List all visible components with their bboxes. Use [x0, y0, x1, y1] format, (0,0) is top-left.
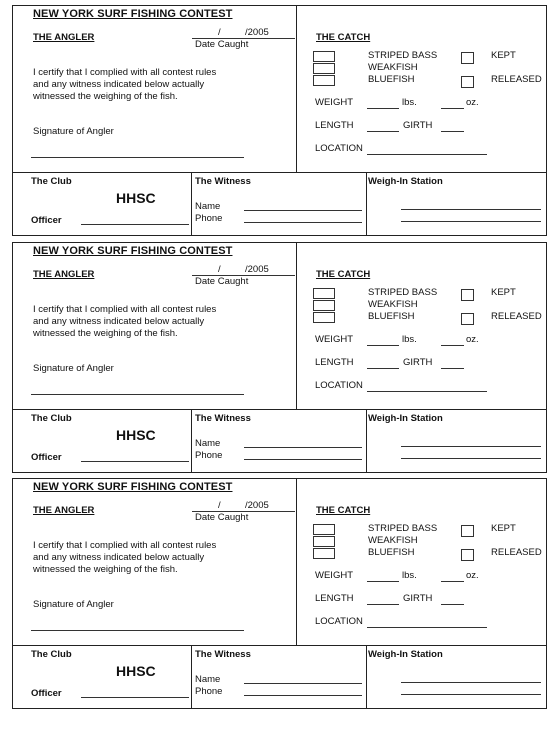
catch-header: THE CATCH: [316, 505, 371, 516]
date-caught-label: Date Caught: [195, 39, 249, 50]
bluefish-box[interactable]: [313, 75, 335, 86]
species-weakfish: WEAKFISH: [368, 299, 418, 310]
weigh-in-field-2[interactable]: [401, 694, 541, 695]
club-witness-divider: [191, 409, 192, 472]
lbs-label: lbs.: [402, 334, 417, 345]
club-witness-divider: [191, 645, 192, 708]
angler-catch-divider: [296, 243, 297, 409]
girth-field[interactable]: [441, 604, 464, 605]
weigh-in-field-1[interactable]: [401, 682, 541, 683]
date-slash: /: [218, 27, 221, 38]
weight-label: WEIGHT: [315, 334, 353, 345]
witness-name-label: Name: [195, 438, 221, 449]
officer-label: Officer: [31, 688, 62, 699]
weigh-in-field-2[interactable]: [401, 221, 541, 222]
weigh-in-field-1[interactable]: [401, 209, 541, 210]
club-header: The Club: [31, 649, 72, 660]
witness-header: The Witness: [195, 176, 251, 187]
witness-name-field[interactable]: [244, 447, 362, 448]
length-field[interactable]: [367, 604, 399, 605]
officer-field[interactable]: [81, 461, 189, 462]
catch-header: THE CATCH: [316, 32, 371, 43]
weight-oz-field[interactable]: [441, 345, 464, 346]
striped-bass-box[interactable]: [313, 51, 335, 62]
date-year: /2005: [245, 264, 269, 275]
signature-label: Signature of Angler: [33, 599, 114, 610]
signature-field[interactable]: [31, 630, 244, 631]
species-bluefish: BLUEFISH: [368, 547, 415, 558]
weigh-in-field-2[interactable]: [401, 458, 541, 459]
date-slash: /: [218, 500, 221, 511]
signature-field[interactable]: [31, 394, 244, 395]
certify-line-1: I certify that I complied with all contest rules: [33, 67, 217, 78]
signature-label: Signature of Angler: [33, 363, 114, 374]
weigh-in-header: Weigh-In Station: [368, 176, 443, 187]
length-field[interactable]: [367, 368, 399, 369]
kept-label: KEPT: [491, 50, 516, 61]
form-title: NEW YORK SURF FISHING CONTEST: [33, 481, 233, 493]
kept-label: KEPT: [491, 523, 516, 534]
oz-label: oz.: [466, 334, 479, 345]
date-caught-label: Date Caught: [195, 276, 249, 287]
club-name: HHSC: [116, 427, 156, 443]
form-title: NEW YORK SURF FISHING CONTEST: [33, 8, 233, 20]
released-checkbox[interactable]: [461, 76, 474, 88]
club-header: The Club: [31, 176, 72, 187]
length-field[interactable]: [367, 131, 399, 132]
striped-bass-box[interactable]: [313, 524, 335, 535]
released-label: RELEASED: [491, 311, 542, 322]
bluefish-box[interactable]: [313, 548, 335, 559]
angler-header: THE ANGLER: [33, 32, 95, 43]
location-field[interactable]: [367, 391, 487, 392]
kept-checkbox[interactable]: [461, 52, 474, 64]
angler-catch-divider: [296, 479, 297, 645]
section-divider: [13, 645, 546, 646]
girth-field[interactable]: [441, 131, 464, 132]
officer-field[interactable]: [81, 224, 189, 225]
species-striped-bass: STRIPED BASS: [368, 523, 438, 534]
certify-line-3: witnessed the weighing of the fish.: [33, 564, 178, 575]
certify-line-2: and any witness indicated below actually: [33, 552, 205, 563]
weakfish-box[interactable]: [313, 300, 335, 311]
signature-label: Signature of Angler: [33, 126, 114, 137]
witness-phone-label: Phone: [195, 686, 223, 697]
certify-line-3: witnessed the weighing of the fish.: [33, 328, 178, 339]
weight-lbs-field[interactable]: [367, 581, 399, 582]
club-name: HHSC: [116, 190, 156, 206]
weight-lbs-field[interactable]: [367, 345, 399, 346]
species-striped-bass: STRIPED BASS: [368, 287, 438, 298]
witness-name-field[interactable]: [244, 683, 362, 684]
location-label: LOCATION: [315, 616, 363, 627]
oz-label: oz.: [466, 97, 479, 108]
weight-oz-field[interactable]: [441, 581, 464, 582]
entry-form-card-2: [12, 242, 547, 473]
girth-label: GIRTH: [403, 120, 433, 131]
weight-lbs-field[interactable]: [367, 108, 399, 109]
weigh-in-header: Weigh-In Station: [368, 413, 443, 424]
section-divider: [13, 409, 546, 410]
species-weakfish: WEAKFISH: [368, 62, 418, 73]
kept-checkbox[interactable]: [461, 289, 474, 301]
certify-line-3: witnessed the weighing of the fish.: [33, 91, 178, 102]
certify-line-1: I certify that I complied with all contest rules: [33, 304, 217, 315]
weakfish-box[interactable]: [313, 536, 335, 547]
length-label: LENGTH: [315, 593, 354, 604]
certify-line-1: I certify that I complied with all contest rules: [33, 540, 217, 551]
date-caught-label: Date Caught: [195, 512, 249, 523]
weight-oz-field[interactable]: [441, 108, 464, 109]
section-divider: [13, 172, 546, 173]
angler-header: THE ANGLER: [33, 505, 95, 516]
weigh-in-header: Weigh-In Station: [368, 649, 443, 660]
officer-label: Officer: [31, 215, 62, 226]
weight-label: WEIGHT: [315, 97, 353, 108]
released-checkbox[interactable]: [461, 313, 474, 325]
club-name: HHSC: [116, 663, 156, 679]
officer-field[interactable]: [81, 697, 189, 698]
released-label: RELEASED: [491, 74, 542, 85]
witness-phone-field[interactable]: [244, 695, 362, 696]
witness-weighin-divider: [366, 172, 367, 235]
entry-form-card-1: [12, 5, 547, 236]
kept-label: KEPT: [491, 287, 516, 298]
bluefish-box[interactable]: [313, 312, 335, 323]
lbs-label: lbs.: [402, 97, 417, 108]
location-field[interactable]: [367, 154, 487, 155]
length-label: LENGTH: [315, 357, 354, 368]
weigh-in-field-1[interactable]: [401, 446, 541, 447]
signature-field[interactable]: [31, 157, 244, 158]
location-label: LOCATION: [315, 380, 363, 391]
girth-field[interactable]: [441, 368, 464, 369]
date-year: /2005: [245, 500, 269, 511]
witness-phone-label: Phone: [195, 450, 223, 461]
species-bluefish: BLUEFISH: [368, 311, 415, 322]
oz-label: oz.: [466, 570, 479, 581]
witness-header: The Witness: [195, 413, 251, 424]
released-label: RELEASED: [491, 547, 542, 558]
club-witness-divider: [191, 172, 192, 235]
length-label: LENGTH: [315, 120, 354, 131]
witness-name-label: Name: [195, 674, 221, 685]
catch-header: THE CATCH: [316, 269, 371, 280]
witness-name-label: Name: [195, 201, 221, 212]
date-year: /2005: [245, 27, 269, 38]
witness-phone-label: Phone: [195, 213, 223, 224]
angler-header: THE ANGLER: [33, 269, 95, 280]
location-field[interactable]: [367, 627, 487, 628]
species-bluefish: BLUEFISH: [368, 74, 415, 85]
certify-line-2: and any witness indicated below actually: [33, 79, 205, 90]
witness-phone-field[interactable]: [244, 459, 362, 460]
girth-label: GIRTH: [403, 357, 433, 368]
species-weakfish: WEAKFISH: [368, 535, 418, 546]
lbs-label: lbs.: [402, 570, 417, 581]
date-slash: /: [218, 264, 221, 275]
angler-catch-divider: [296, 6, 297, 172]
striped-bass-box[interactable]: [313, 288, 335, 299]
witness-weighin-divider: [366, 645, 367, 708]
officer-label: Officer: [31, 452, 62, 463]
witness-weighin-divider: [366, 409, 367, 472]
form-title: NEW YORK SURF FISHING CONTEST: [33, 245, 233, 257]
species-striped-bass: STRIPED BASS: [368, 50, 438, 61]
weakfish-box[interactable]: [313, 63, 335, 74]
released-checkbox[interactable]: [461, 549, 474, 561]
certify-line-2: and any witness indicated below actually: [33, 316, 205, 327]
witness-name-field[interactable]: [244, 210, 362, 211]
kept-checkbox[interactable]: [461, 525, 474, 537]
entry-form-card-3: [12, 478, 547, 709]
witness-phone-field[interactable]: [244, 222, 362, 223]
location-label: LOCATION: [315, 143, 363, 154]
weight-label: WEIGHT: [315, 570, 353, 581]
witness-header: The Witness: [195, 649, 251, 660]
girth-label: GIRTH: [403, 593, 433, 604]
club-header: The Club: [31, 413, 72, 424]
